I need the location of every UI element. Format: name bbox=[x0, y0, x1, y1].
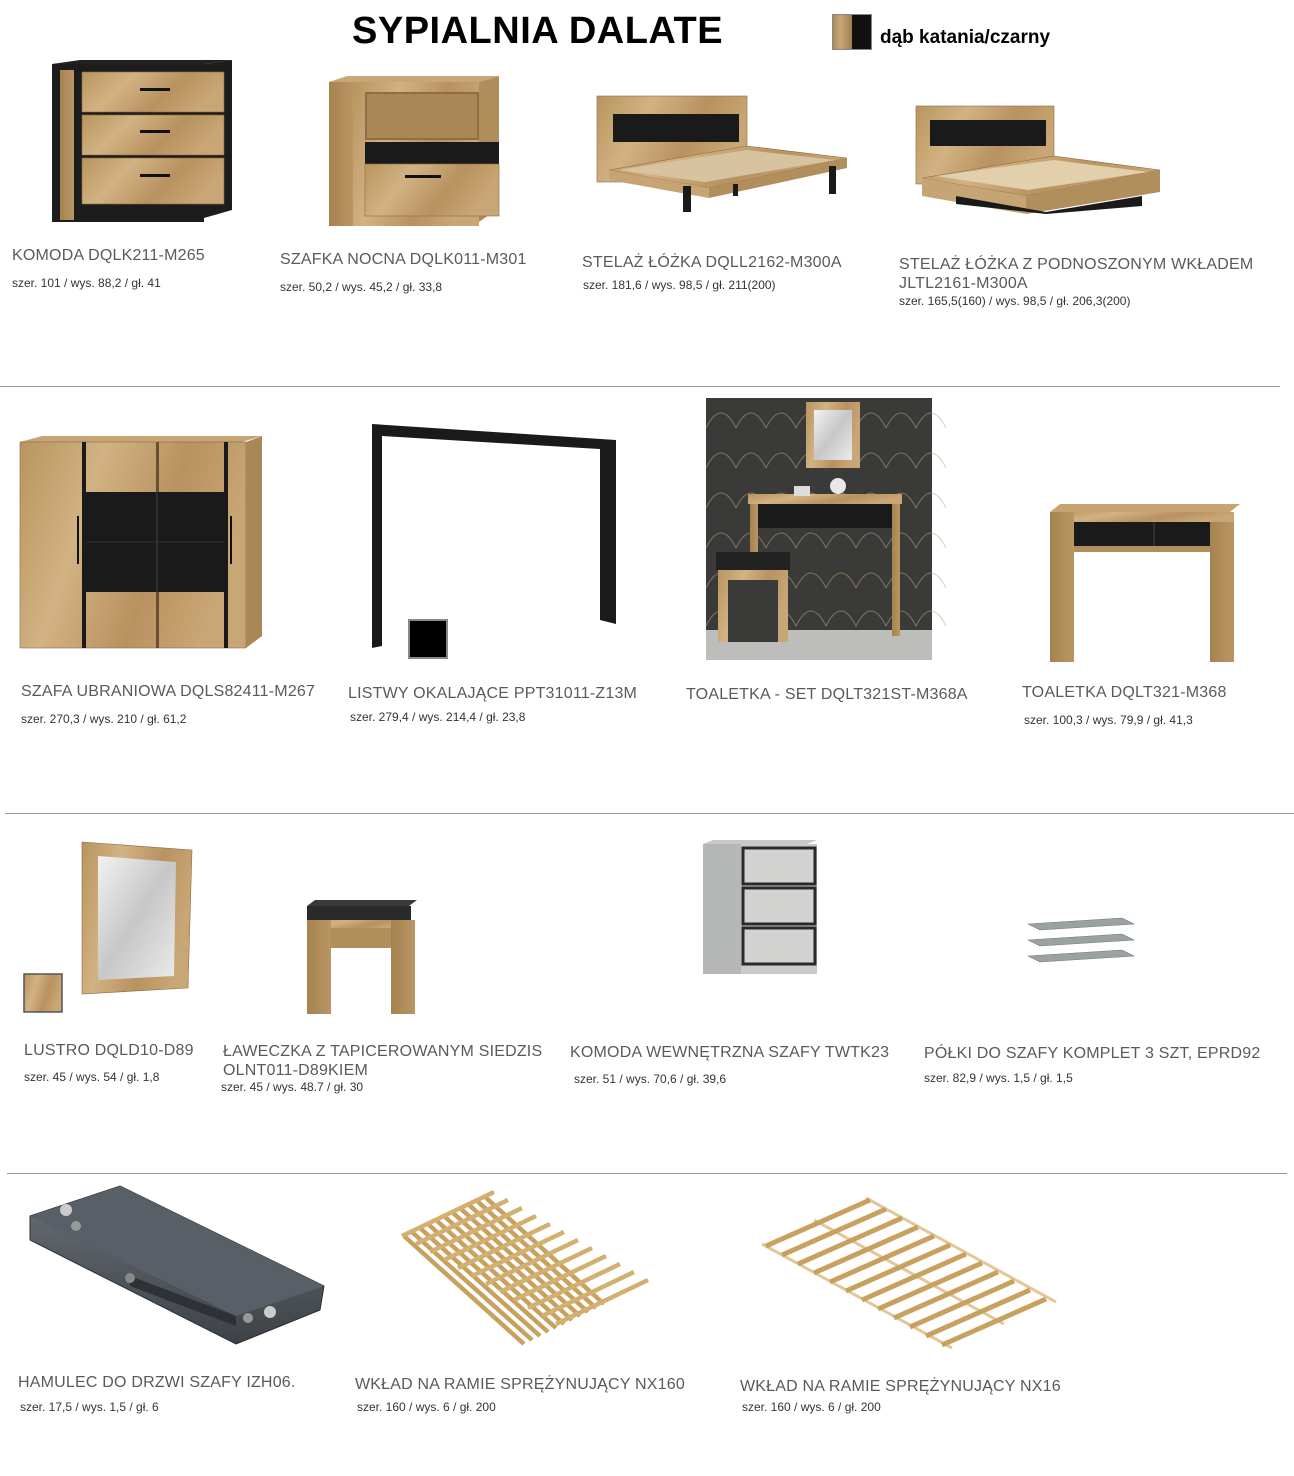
product-name-line2: JLTL2161-M300A bbox=[899, 275, 1028, 292]
product-dimensions: szer. 51 / wys. 70,6 / gł. 39,6 bbox=[574, 1072, 727, 1086]
swatch-label: dąb katania/czarny bbox=[880, 27, 1051, 48]
product-dimensions: szer. 160 / wys. 6 / gł. 200 bbox=[742, 1400, 881, 1414]
nightstand-icon bbox=[329, 76, 499, 226]
product-dimensions: szer. 100,3 / wys. 79,9 / gł. 41,3 bbox=[1024, 713, 1193, 727]
slatted-base-double-icon bbox=[762, 1198, 1056, 1350]
dressing-table-icon bbox=[1050, 504, 1240, 662]
product-name: SZAFA UBRANIOWA DQLS82411-M267 bbox=[21, 683, 316, 700]
divider bbox=[5, 813, 1294, 814]
slatted-base-icon bbox=[402, 1192, 650, 1344]
product-name: WKŁAD NA RAMIE SPRĘŻYNUJĄCY NX16 bbox=[740, 1378, 1061, 1395]
divider bbox=[0, 386, 1280, 387]
mirror-icon bbox=[24, 842, 192, 1014]
product-dimensions: szer. 45 / wys. 48.7 / gł. 30 bbox=[221, 1080, 364, 1094]
product-dimensions: szer. 50,2 / wys. 45,2 / gł. 33,8 bbox=[280, 280, 443, 294]
color-swatch-icon bbox=[832, 14, 872, 50]
product-name: ŁAWECZKA Z TAPICEROWANYM SIEDZIS bbox=[223, 1043, 543, 1060]
product-name: KOMODA WEWNĘTRZNA SZAFY TWTK23 bbox=[570, 1044, 890, 1061]
inner-chest-icon bbox=[703, 840, 817, 974]
frame-trim-icon bbox=[372, 424, 616, 660]
lift-bed-icon bbox=[916, 106, 1162, 214]
product-name: LISTWY OKALAJĄCE PPT31011-Z13M bbox=[348, 685, 638, 702]
divider bbox=[7, 1173, 1287, 1174]
product-name: STELAŻ ŁÓŻKA Z PODNOSZONYM WKŁADEM bbox=[899, 256, 1254, 273]
product-dimensions: szer. 101 / wys. 88,2 / gł. 41 bbox=[12, 276, 161, 290]
stool-icon bbox=[307, 900, 417, 1014]
chest-of-drawers-icon bbox=[52, 60, 232, 222]
vanity-set-photo bbox=[706, 398, 932, 660]
product-dimensions: szer. 270,3 / wys. 210 / gł. 61,2 bbox=[21, 712, 187, 726]
product-name-line2: OLNT011-D89KIEM bbox=[223, 1062, 368, 1079]
product-name: HAMULEC DO DRZWI SZAFY IZH06. bbox=[18, 1374, 296, 1391]
product-dimensions: szer. 165,5(160) / wys. 98,5 / gł. 206,3(200) bbox=[899, 294, 1131, 308]
product-name: SZAFKA NOCNA DQLK011-M301 bbox=[280, 251, 527, 268]
product-dimensions: szer. 17,5 / wys. 1,5 / gł. 6 bbox=[20, 1400, 159, 1414]
page-title: SYPIALNIA DALATE bbox=[352, 10, 724, 52]
product-name: TOALETKA DQLT321-M368 bbox=[1022, 684, 1227, 701]
product-name: TOALETKA - SET DQLT321ST-M368A bbox=[686, 686, 968, 703]
bed-frame-icon bbox=[597, 96, 849, 214]
product-name: LUSTRO DQLD10-D89 bbox=[24, 1042, 194, 1059]
shelves-icon bbox=[1028, 918, 1134, 966]
product-dimensions: szer. 45 / wys. 54 / gł. 1,8 bbox=[24, 1070, 160, 1084]
door-brake-icon bbox=[30, 1186, 324, 1344]
product-dimensions: szer. 160 / wys. 6 / gł. 200 bbox=[357, 1400, 496, 1414]
product-name: WKŁAD NA RAMIE SPRĘŻYNUJĄCY NX160 bbox=[355, 1376, 685, 1393]
product-dimensions: szer. 181,6 / wys. 98,5 / gł. 211(200) bbox=[583, 278, 776, 292]
product-name: STELAŻ ŁÓŻKA DQLL2162-M300A bbox=[582, 254, 842, 271]
wardrobe-icon bbox=[20, 436, 262, 648]
product-name: PÓŁKI DO SZAFY KOMPLET 3 SZT, EPRD92 bbox=[924, 1045, 1261, 1062]
product-name: KOMODA DQLK211-M265 bbox=[12, 247, 205, 264]
product-dimensions: szer. 82,9 / wys. 1,5 / gł. 1,5 bbox=[924, 1071, 1073, 1085]
product-dimensions: szer. 279,4 / wys. 214,4 / gł. 23,8 bbox=[350, 710, 526, 724]
